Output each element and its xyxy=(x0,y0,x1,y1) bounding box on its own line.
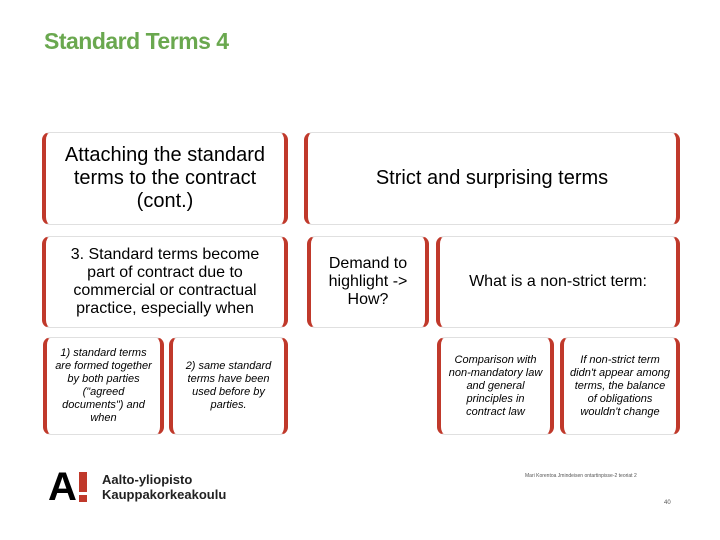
sub-point1-box xyxy=(43,337,164,435)
attaching-terms-text: Attaching the standard terms to the contract (cont.) xyxy=(64,144,266,212)
strict-surprising-box xyxy=(304,132,680,225)
point3-text: 3. Standard terms become part of contract due to commercial or contractual practice, especially when xyxy=(70,246,260,317)
non-strict-box xyxy=(436,236,680,328)
logo-exclamation-dot xyxy=(79,495,87,502)
logo-line-2: Kauppakorkeakoulu xyxy=(102,487,227,502)
page-number: 40 xyxy=(664,500,671,506)
demand-highlight-box xyxy=(307,236,429,328)
sub-point2-text: 2) same standard terms have been used before by parties. xyxy=(185,360,272,411)
logo-line-1: Aalto-yliopisto xyxy=(102,472,193,487)
non-strict-text: What is a non-strict term: xyxy=(469,273,647,290)
sub-point2-box xyxy=(169,337,288,435)
slide-title: Standard Terms 4 xyxy=(44,28,229,54)
comparison-box xyxy=(437,337,554,435)
if-non-strict-text: If non-strict term didn't appear among terms, the balance of obligations wouldn't change xyxy=(570,353,670,418)
logo-wordmark xyxy=(102,472,226,502)
demand-highlight-text: Demand to highlight -> How? xyxy=(328,255,408,308)
point3-box xyxy=(42,236,288,328)
attaching-terms-box xyxy=(42,132,288,225)
logo-letter-a: A xyxy=(48,468,77,504)
footer-note: Mari Korentoa Jmindeisen ontartinpisse-2 teoriat 2 xyxy=(525,473,637,479)
logo-exclamation-bar xyxy=(79,472,87,492)
aalto-logo-icon xyxy=(48,468,96,504)
if-non-strict-box xyxy=(560,337,680,435)
strict-surprising-text: Strict and surprising terms xyxy=(375,167,609,189)
sub-point1-text: 1) standard terms are formed together by both parties ("agreed documents") and when xyxy=(55,347,152,424)
comparison-text: Comparison with non-mandatory law and general principles in contract law xyxy=(448,353,543,418)
